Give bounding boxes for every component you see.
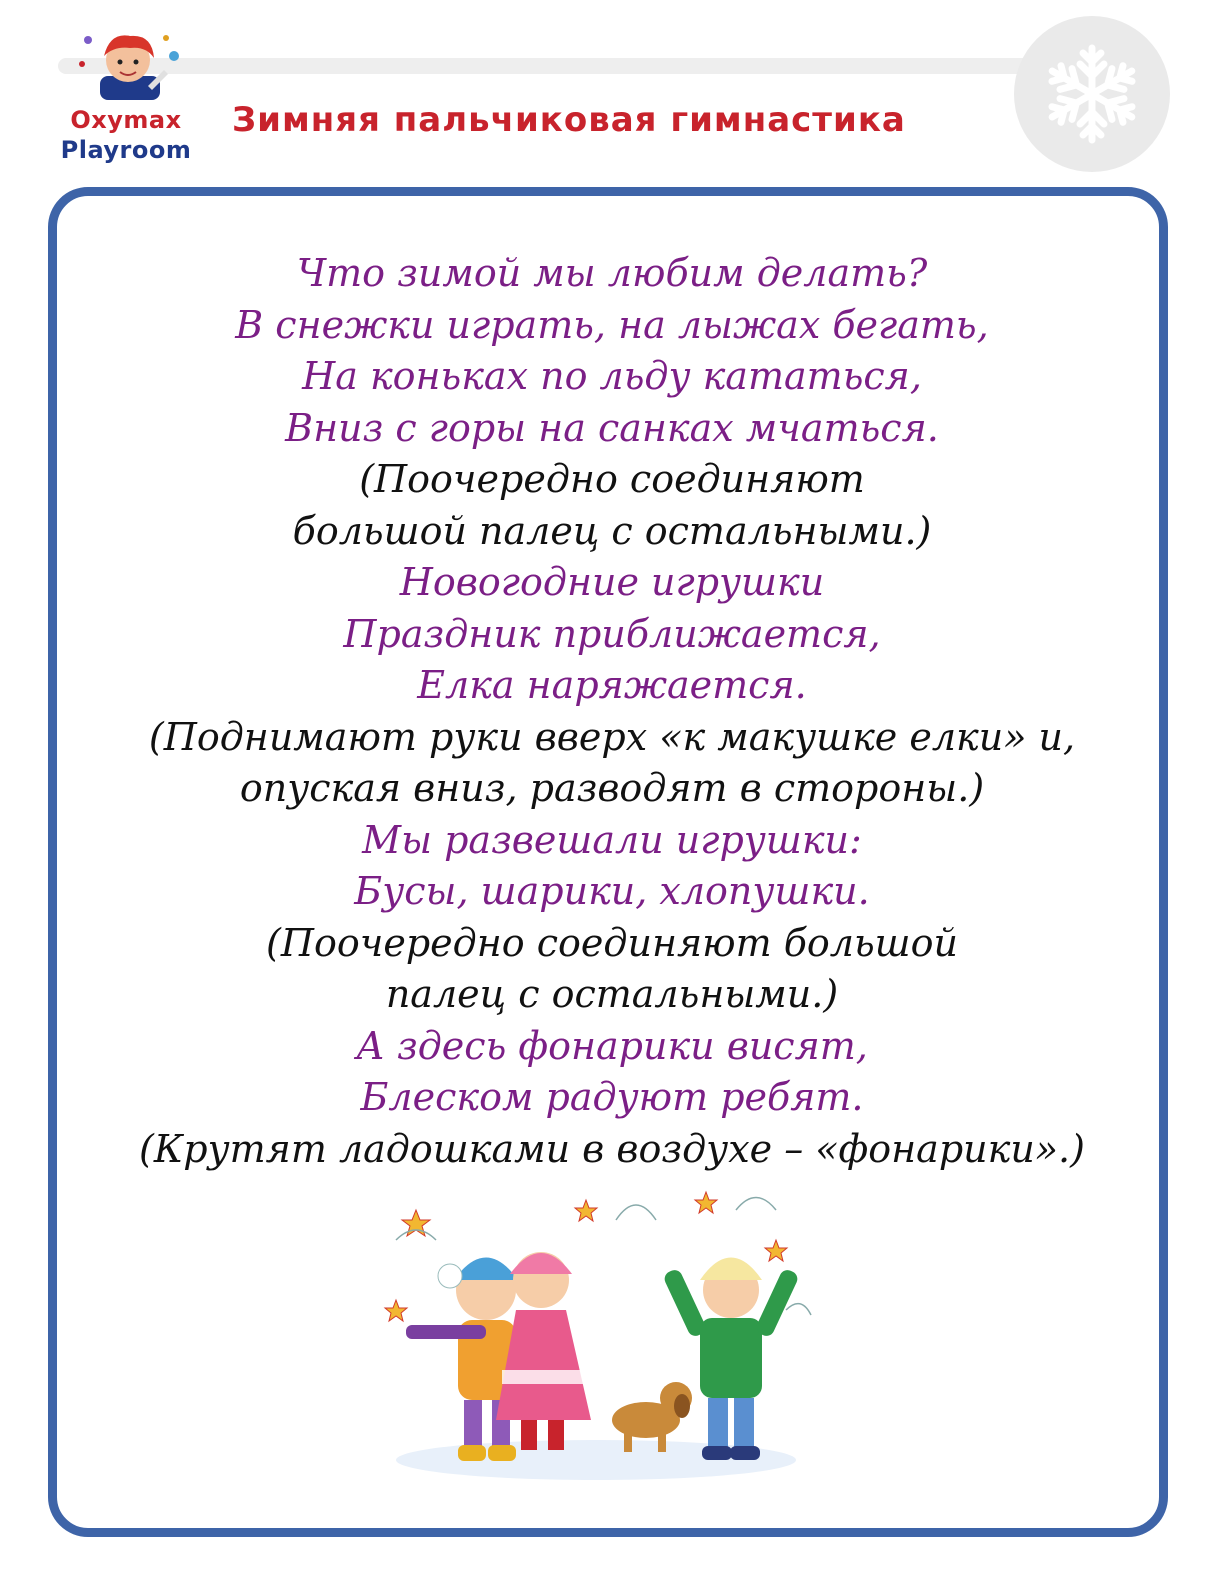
logo-text-playroom: Playroom (60, 136, 192, 164)
logo-text-oxymax: Oxymax (70, 106, 182, 134)
poem-verse-line: Блеском радуют ребят. (360, 1075, 864, 1119)
page-title: Зимняя пальчиковая гимнастика (232, 100, 906, 140)
poem-verse-line: В снежки играть, на лыжах бегать, (235, 302, 989, 347)
poem-verse-line: Что зимой мы любим делать? (296, 251, 928, 295)
poem-text (80, 248, 1144, 1175)
logo (46, 26, 206, 176)
snowflake-icon (1037, 39, 1147, 149)
poem-verse-line: Новогодние игрушки (399, 560, 825, 604)
child-green-coat (662, 1258, 800, 1461)
child-orange-coat (406, 1258, 518, 1462)
poem-verse-line: На коньках по льду кататься, (302, 354, 922, 398)
poem-verse-line: Вниз с горы на санках мчаться. (285, 405, 939, 450)
logo-child-image (70, 26, 182, 106)
poem-instruction-line: палец с остальными.) (385, 972, 839, 1016)
poem-instruction-line: (Поочередно соединяют большой (266, 920, 958, 965)
children-winter-illustration (376, 1180, 816, 1480)
poem-verse-line: А здесь фонарики висят, (356, 1023, 868, 1068)
poem-verse-line: Мы развешали игрушки: (362, 817, 862, 862)
poem-instruction-line: (Поднимают руки вверх «к макушке елки» и, (148, 714, 1076, 759)
snowflake-badge (1014, 16, 1170, 172)
poem-instruction-line: (Поочередно соединяют (359, 457, 865, 501)
poem-verse-line: Бусы, шарики, хлопушки. (354, 869, 870, 913)
poem-instruction-line: (Крутят ладошками в воздухе – «фонарики».) (139, 1126, 1085, 1171)
poem-verse-line: Елка наряжается. (417, 663, 807, 707)
poem-verse-line: Праздник приближается, (343, 611, 881, 656)
poem-instruction-line: большой палец с остальными.) (292, 508, 932, 553)
poem-instruction-line: опуская вниз, разводят в стороны.) (239, 766, 985, 810)
